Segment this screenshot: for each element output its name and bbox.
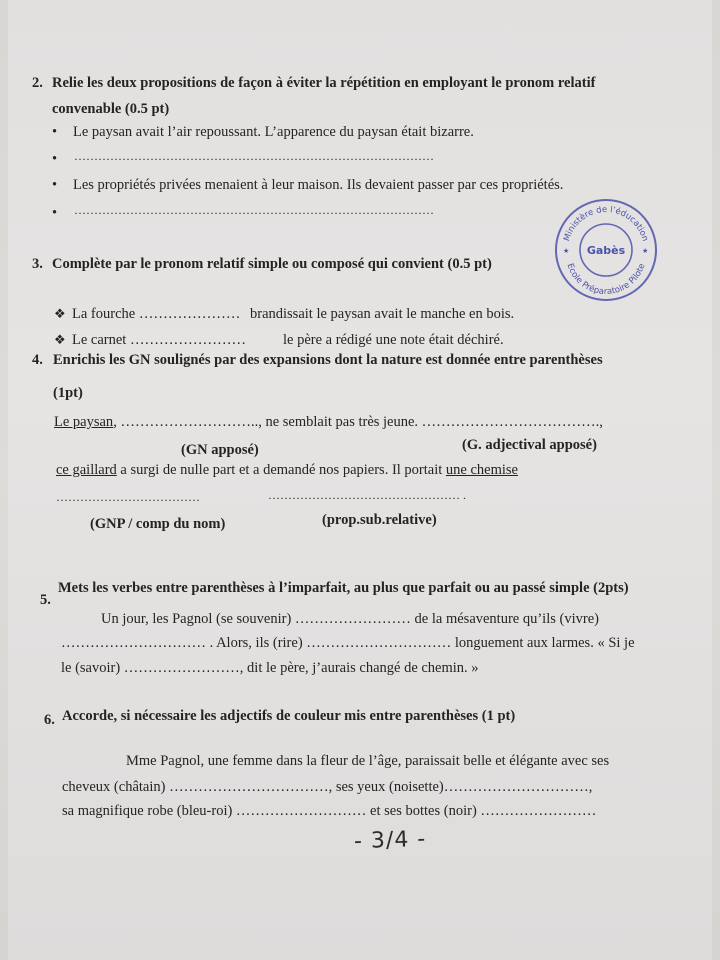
q6-line1: Mme Pagnol, une femme dans la fleur de l’âge, paraissait belle et élégante avec ses: [126, 753, 610, 769]
q4-line1-end[interactable]: . ……………………………….,: [414, 414, 603, 430]
q5-line2[interactable]: ………………………… . Alors, ils (rire) ………………………… longuement aux larmes. « Si je: [61, 635, 635, 651]
q3-title: Complète par le pronom relatif simple ou composé qui convient (0.5 pt): [52, 256, 492, 272]
q4-gn-chemise: une chemise: [445, 462, 518, 478]
q3-line2-end: le père a rédigé une note était déchiré.: [283, 332, 504, 348]
q2-answer-2[interactable]: ………………………………………………………………………………: [74, 203, 434, 217]
q3-marker-2: ❖: [54, 332, 66, 347]
stamp-center: Gabès: [586, 244, 626, 257]
q5-title: Mets les verbes entre parenthèses à l’imparfait, au plus que parfait ou au passé simple (2pts): [58, 580, 629, 596]
q5-line1[interactable]: Un jour, les Pagnol (se souvenir) …………………… de la mésaventure qu’ils (vivre): [101, 611, 599, 627]
page-number: - 3/4 -: [353, 826, 427, 855]
q4-title-line1: Enrichis les GN soulignés par des expansions dont la nature est donnée entre parenthèses: [53, 352, 603, 368]
q2-item-2: Les propriétés privées menaient à leur maison. Ils devaient passer par ces propriétés.: [73, 177, 564, 193]
q2-bullet-2: •: [52, 151, 58, 167]
school-stamp: [554, 198, 658, 302]
q6-line3[interactable]: sa magnifique robe (bleu-roi) ……………………… et ses bottes (noir) ……………………: [62, 803, 597, 819]
q4-line1: [54, 414, 603, 431]
q4-answer-gnp[interactable]: ………………………………: [56, 490, 200, 504]
q4-line3: [56, 462, 518, 479]
q4-title-line2: (1pt): [53, 385, 83, 401]
q3-marker-1: ❖: [54, 306, 66, 321]
q2-bullet-1: •: [52, 124, 58, 140]
q2-title-line1: Relie les deux propositions de façon à éviter la répétition en employant le pronom relatif: [52, 75, 596, 91]
q2-number: 2.: [32, 75, 43, 91]
q4-number: 4.: [32, 352, 43, 368]
q4-line3-mid: a surgi de nulle part et a demandé nos papiers. Il portait: [116, 462, 446, 478]
q4-gn-paysan: Le paysan: [54, 414, 114, 430]
q6-number: 6.: [44, 712, 55, 728]
q6-line2[interactable]: cheveux (châtain) ……………………………, ses yeux (noisette)…………………………,: [62, 779, 593, 795]
q4-label-gnp: (GNP / comp du nom): [90, 516, 226, 532]
stamp-arc-top: Ministère de l’éducation: [562, 204, 650, 243]
q4-gn-gaillard: ce gaillard: [56, 462, 117, 478]
q4-line1-mid[interactable]: , ……………………….., ne semblait pas très jeune: [113, 414, 415, 430]
q2-bullet-4: •: [52, 205, 58, 221]
q4-answer-relative[interactable]: ………………………………………… .: [268, 488, 466, 502]
q3-line1-end: brandissait le paysan avait le manche en bois.: [250, 306, 515, 322]
q4-label-gn-appose: (GN apposé): [181, 442, 259, 458]
q3-line1-start[interactable]: La fourche …………………: [72, 306, 241, 322]
q4-label-relative: (prop.sub.relative): [322, 512, 437, 528]
q3-number: 3.: [32, 256, 43, 272]
stamp-star-icon: ★: [563, 247, 570, 255]
q2-item-1: Le paysan avait l’air repoussant. L’apparence du paysan était bizarre.: [73, 124, 474, 140]
q2-answer-1[interactable]: ………………………………………………………………………………: [74, 149, 434, 163]
stamp-star-icon: ★: [642, 247, 649, 255]
q4-label-g-adjectival: (G. adjectival apposé): [462, 437, 597, 453]
q3-line2-start[interactable]: Le carnet ……………………: [72, 332, 246, 348]
q6-title: Accorde, si nécessaire les adjectifs de couleur mis entre parenthèses (1 pt): [62, 708, 516, 724]
q2-bullet-3: •: [52, 177, 58, 193]
stamp-arc-bottom: Ecole Préparatoire Pilote: [564, 262, 648, 298]
q2-title-line2: convenable (0.5 pt): [52, 101, 170, 117]
q5-line3[interactable]: le (savoir) ……………………, dit le père, j’aurais changé de chemin. »: [61, 660, 479, 676]
q5-number: 5.: [40, 592, 51, 608]
